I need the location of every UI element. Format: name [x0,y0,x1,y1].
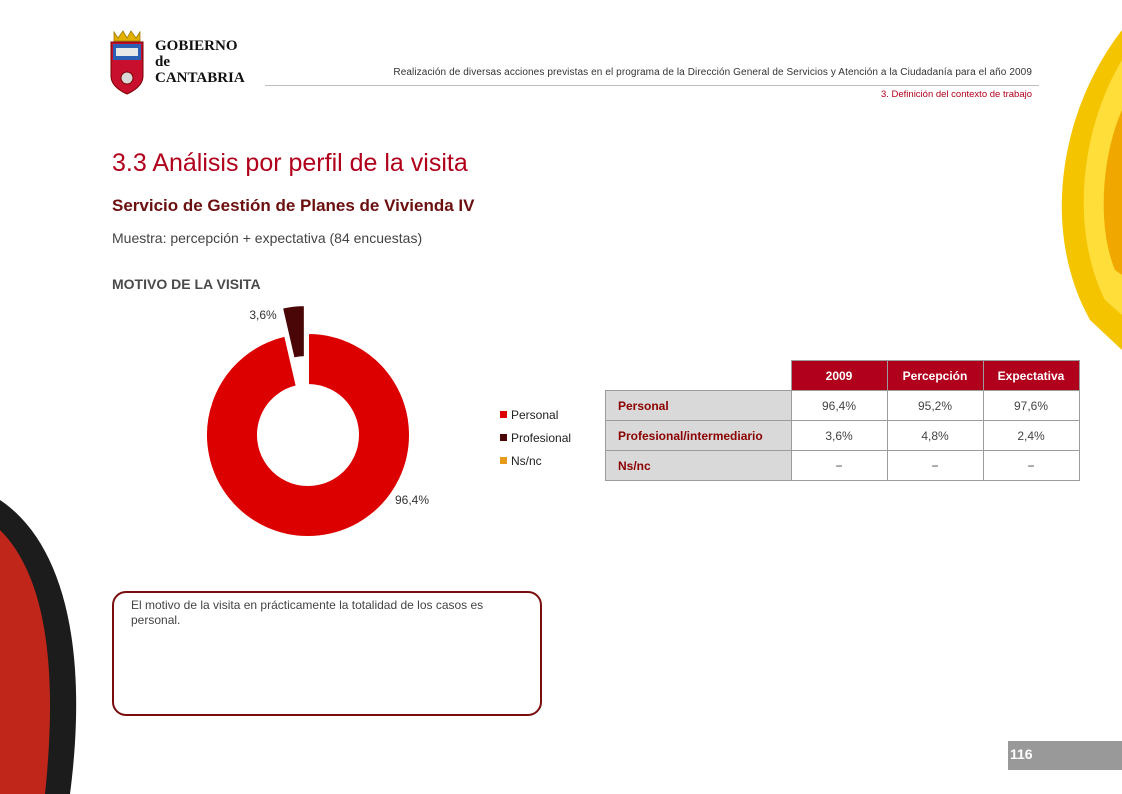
section-heading: MOTIVO DE LA VISITA [112,276,261,292]
table-cell: 3,6% [791,421,887,451]
sample-description: Muestra: percepción + expectativa (84 encuestas) [112,230,423,246]
table-cell: − [791,451,887,481]
legend-item-personal [500,403,571,426]
page-number: 116 [1010,746,1033,762]
table-row-label: Personal [606,391,792,421]
header-subtitle: Realización de diversas acciones previstas en el programa de la Dirección General de Servicios y Atención a la Ciudadanía para el año 2009 [393,67,1032,78]
legend-label-profesional: Profesional [511,430,572,445]
table-cell: − [983,451,1079,481]
comment-text: El motivo de la visita en prácticamente la totalidad de los casos es personal. [131,598,484,627]
table-cell: 4,8% [887,421,983,451]
legend-swatch-nsnc [500,457,507,464]
table-row-label: Ns/nc [606,451,792,481]
table-row [606,391,1080,421]
data-label-profesional: 3,6% [249,308,277,322]
legend-label-personal: Personal [511,407,559,422]
legend-swatch-profesional [500,434,507,441]
donut-chart [180,300,460,550]
table-row-label: Profesional/intermediario [606,421,792,451]
page-title: 3.3 Análisis por perfil de la visita [112,149,468,177]
table-row [606,421,1080,451]
logo-line-2: de [155,54,170,70]
header-section-label: 3. Definición del contexto de trabajo [880,89,1032,100]
data-label-personal: 96,4% [394,493,430,507]
table-row [606,451,1080,481]
donut-slice-personal [206,333,410,537]
table-header-row [606,361,1080,391]
header-divider [265,85,1039,86]
chart-legend [500,403,571,472]
table-cell: 97,6% [983,391,1079,421]
table-cell: − [887,451,983,481]
legend-item-nsnc [500,449,571,472]
table-cell: 2,4% [983,421,1079,451]
table-header-percepcion: Percepción [887,361,983,391]
table-cell: 96,4% [791,391,887,421]
legend-item-profesional [500,426,571,449]
table-header-expectativa: Expectativa [983,361,1079,391]
legend-swatch-personal [500,411,507,418]
logo-wordmark [155,38,245,86]
table-header-2009: 2009 [791,361,887,391]
table-header-blank [606,361,792,391]
logo-line-3: CANTABRIA [155,70,245,86]
logo-line-1: GOBIERNO [155,38,238,54]
table-cell: 95,2% [887,391,983,421]
legend-label-nsnc: Ns/nc [511,453,542,468]
service-title: Servicio de Gestión de Planes de Vivienda IV [112,196,475,215]
results-table [605,360,1080,481]
